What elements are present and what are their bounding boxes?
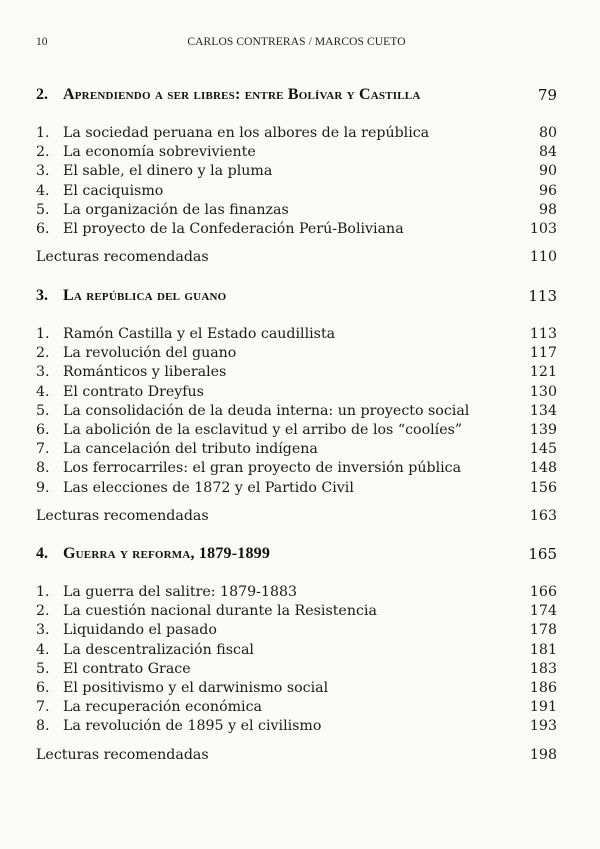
recommended-readings-entry[interactable] <box>36 248 557 268</box>
entry-number: 4. <box>36 383 50 400</box>
entry-number: 5. <box>36 660 50 677</box>
entry-number: 6. <box>36 679 50 696</box>
entry-number: 2. <box>36 144 50 161</box>
toc-entry[interactable] <box>36 182 557 201</box>
readings-label: Lecturas recomendadas <box>36 249 209 266</box>
toc-entry[interactable] <box>36 363 557 382</box>
entry-page: 156 <box>529 479 557 496</box>
entry-title: El contrato Grace <box>63 660 191 677</box>
section-title: La república del guano <box>63 287 227 304</box>
entry-title: La recuperación económica <box>63 699 262 716</box>
toc-entry[interactable] <box>36 641 557 660</box>
entry-page: 117 <box>529 345 557 362</box>
section-number: 3. <box>36 287 48 304</box>
entry-number: 2. <box>36 603 50 620</box>
section-title: Guerra y reforma, 1879-1899 <box>63 545 271 562</box>
section-number: 2. <box>36 86 48 103</box>
entry-title: Románticos y liberales <box>63 364 227 381</box>
entry-title: La consolidación de la deuda interna: un proyecto social <box>63 402 470 419</box>
toc-entry[interactable] <box>36 602 557 621</box>
entry-number: 5. <box>36 201 50 218</box>
page-number: 10 <box>36 36 48 48</box>
entry-number: 7. <box>36 441 50 458</box>
readings-label: Lecturas recomendadas <box>36 507 209 524</box>
toc-entry[interactable] <box>36 201 557 220</box>
section-items <box>36 325 557 498</box>
entry-number: 4. <box>36 641 50 658</box>
entry-page: 186 <box>529 679 557 696</box>
page-header <box>36 36 557 52</box>
toc-entry[interactable] <box>36 402 557 421</box>
toc-entry[interactable] <box>36 124 557 143</box>
entry-number: 5. <box>36 402 50 419</box>
entry-page: 193 <box>529 718 557 735</box>
entry-number: 1. <box>36 326 50 342</box>
entry-title: La guerra del salitre: 1879-1883 <box>63 584 298 600</box>
entry-page: 121 <box>529 364 557 381</box>
section-heading[interactable] <box>36 287 557 309</box>
entry-title: El caciquismo <box>63 182 164 199</box>
section-items <box>36 583 557 737</box>
entry-title: La cancelación del tributo indígena <box>63 441 318 458</box>
entry-page: 113 <box>529 326 557 342</box>
toc-entry[interactable] <box>36 162 557 181</box>
section-page: 79 <box>537 86 557 104</box>
toc-entry[interactable] <box>36 440 557 459</box>
entry-number: 8. <box>36 718 50 735</box>
entry-page: 191 <box>529 699 557 716</box>
toc-entry[interactable] <box>36 583 557 602</box>
entry-title: Liquidando el pasado <box>63 622 217 639</box>
entry-title: La cuestión nacional durante la Resistencia <box>63 603 377 620</box>
entry-title: La descentralización fiscal <box>63 641 254 658</box>
toc-entry[interactable] <box>36 143 557 162</box>
toc-entry[interactable] <box>36 717 557 736</box>
entry-page: 90 <box>538 163 557 180</box>
toc-entry[interactable] <box>36 220 557 239</box>
entry-number: 6. <box>36 220 50 237</box>
entry-page: 145 <box>529 441 557 458</box>
entry-number: 3. <box>36 622 50 639</box>
entry-page: 134 <box>529 402 557 419</box>
section-title: Aprendiendo a ser libres: entre Bolívar y Castilla <box>63 86 421 103</box>
toc-section <box>36 86 557 268</box>
entry-page: 98 <box>538 201 557 218</box>
entry-number: 9. <box>36 479 50 496</box>
entry-page: 96 <box>538 182 557 199</box>
entry-title: La abolición de la esclavitud y el arribo de los “coolíes” <box>63 421 463 438</box>
entry-page: 130 <box>529 383 557 400</box>
running-title: CARLOS CONTRERAS / MARCOS CUETO <box>187 36 406 48</box>
toc-section <box>36 545 557 766</box>
toc-entry[interactable] <box>36 344 557 363</box>
toc-entry[interactable] <box>36 479 557 498</box>
entry-page: 166 <box>529 584 557 600</box>
entry-page: 139 <box>529 421 557 438</box>
entry-title: La organización de las finanzas <box>63 201 289 218</box>
section-number: 4. <box>36 545 48 562</box>
entry-page: 174 <box>529 603 557 620</box>
recommended-readings-entry[interactable] <box>36 507 557 527</box>
entry-page: 148 <box>529 460 557 477</box>
recommended-readings-entry[interactable] <box>36 746 557 766</box>
toc-entry[interactable] <box>36 459 557 478</box>
entry-title: El sable, el dinero y la pluma <box>63 163 273 180</box>
entry-number: 3. <box>36 163 50 180</box>
entry-title: La revolución de 1895 y el civilismo <box>63 718 322 735</box>
entry-number: 8. <box>36 460 50 477</box>
entry-title: Las elecciones de 1872 y el Partido Civil <box>63 479 354 496</box>
entry-number: 6. <box>36 421 50 438</box>
section-page: 165 <box>528 545 557 563</box>
readings-page: 110 <box>529 249 557 266</box>
entry-title: La economía sobreviviente <box>63 144 256 161</box>
toc-entry[interactable] <box>36 660 557 679</box>
entry-page: 84 <box>538 144 557 161</box>
toc-entry[interactable] <box>36 679 557 698</box>
entry-page: 178 <box>529 622 557 639</box>
section-page: 113 <box>528 287 557 305</box>
section-items <box>36 124 557 239</box>
section-heading[interactable] <box>36 86 557 108</box>
toc-entry[interactable] <box>36 421 557 440</box>
toc-section <box>36 287 557 527</box>
readings-page: 163 <box>529 507 557 524</box>
entry-title: El proyecto de la Confederación Perú-Boliviana <box>63 220 404 237</box>
section-heading[interactable] <box>36 545 557 567</box>
entry-page: 103 <box>529 220 557 237</box>
entry-title: La revolución del guano <box>63 345 237 362</box>
entry-number: 2. <box>36 345 50 362</box>
entry-number: 7. <box>36 699 50 716</box>
toc-entry[interactable] <box>36 383 557 402</box>
entry-number: 1. <box>36 125 50 141</box>
entry-page: 183 <box>529 660 557 677</box>
entry-title: Los ferrocarriles: el gran proyecto de inversión pública <box>63 460 462 477</box>
toc-entry[interactable] <box>36 325 557 344</box>
entry-title: El contrato Dreyfus <box>63 383 204 400</box>
readings-label: Lecturas recomendadas <box>36 746 209 763</box>
entry-title: Ramón Castilla y el Estado caudillista <box>63 326 336 342</box>
entry-number: 1. <box>36 584 50 600</box>
entry-page: 80 <box>538 125 557 141</box>
entry-number: 4. <box>36 182 50 199</box>
toc-entry[interactable] <box>36 621 557 640</box>
entry-title: La sociedad peruana en los albores de la república <box>63 125 430 141</box>
toc-entry[interactable] <box>36 698 557 717</box>
readings-page: 198 <box>529 746 557 763</box>
entry-title: El positivismo y el darwinismo social <box>63 679 329 696</box>
entry-page: 181 <box>529 641 557 658</box>
entry-number: 3. <box>36 364 50 381</box>
